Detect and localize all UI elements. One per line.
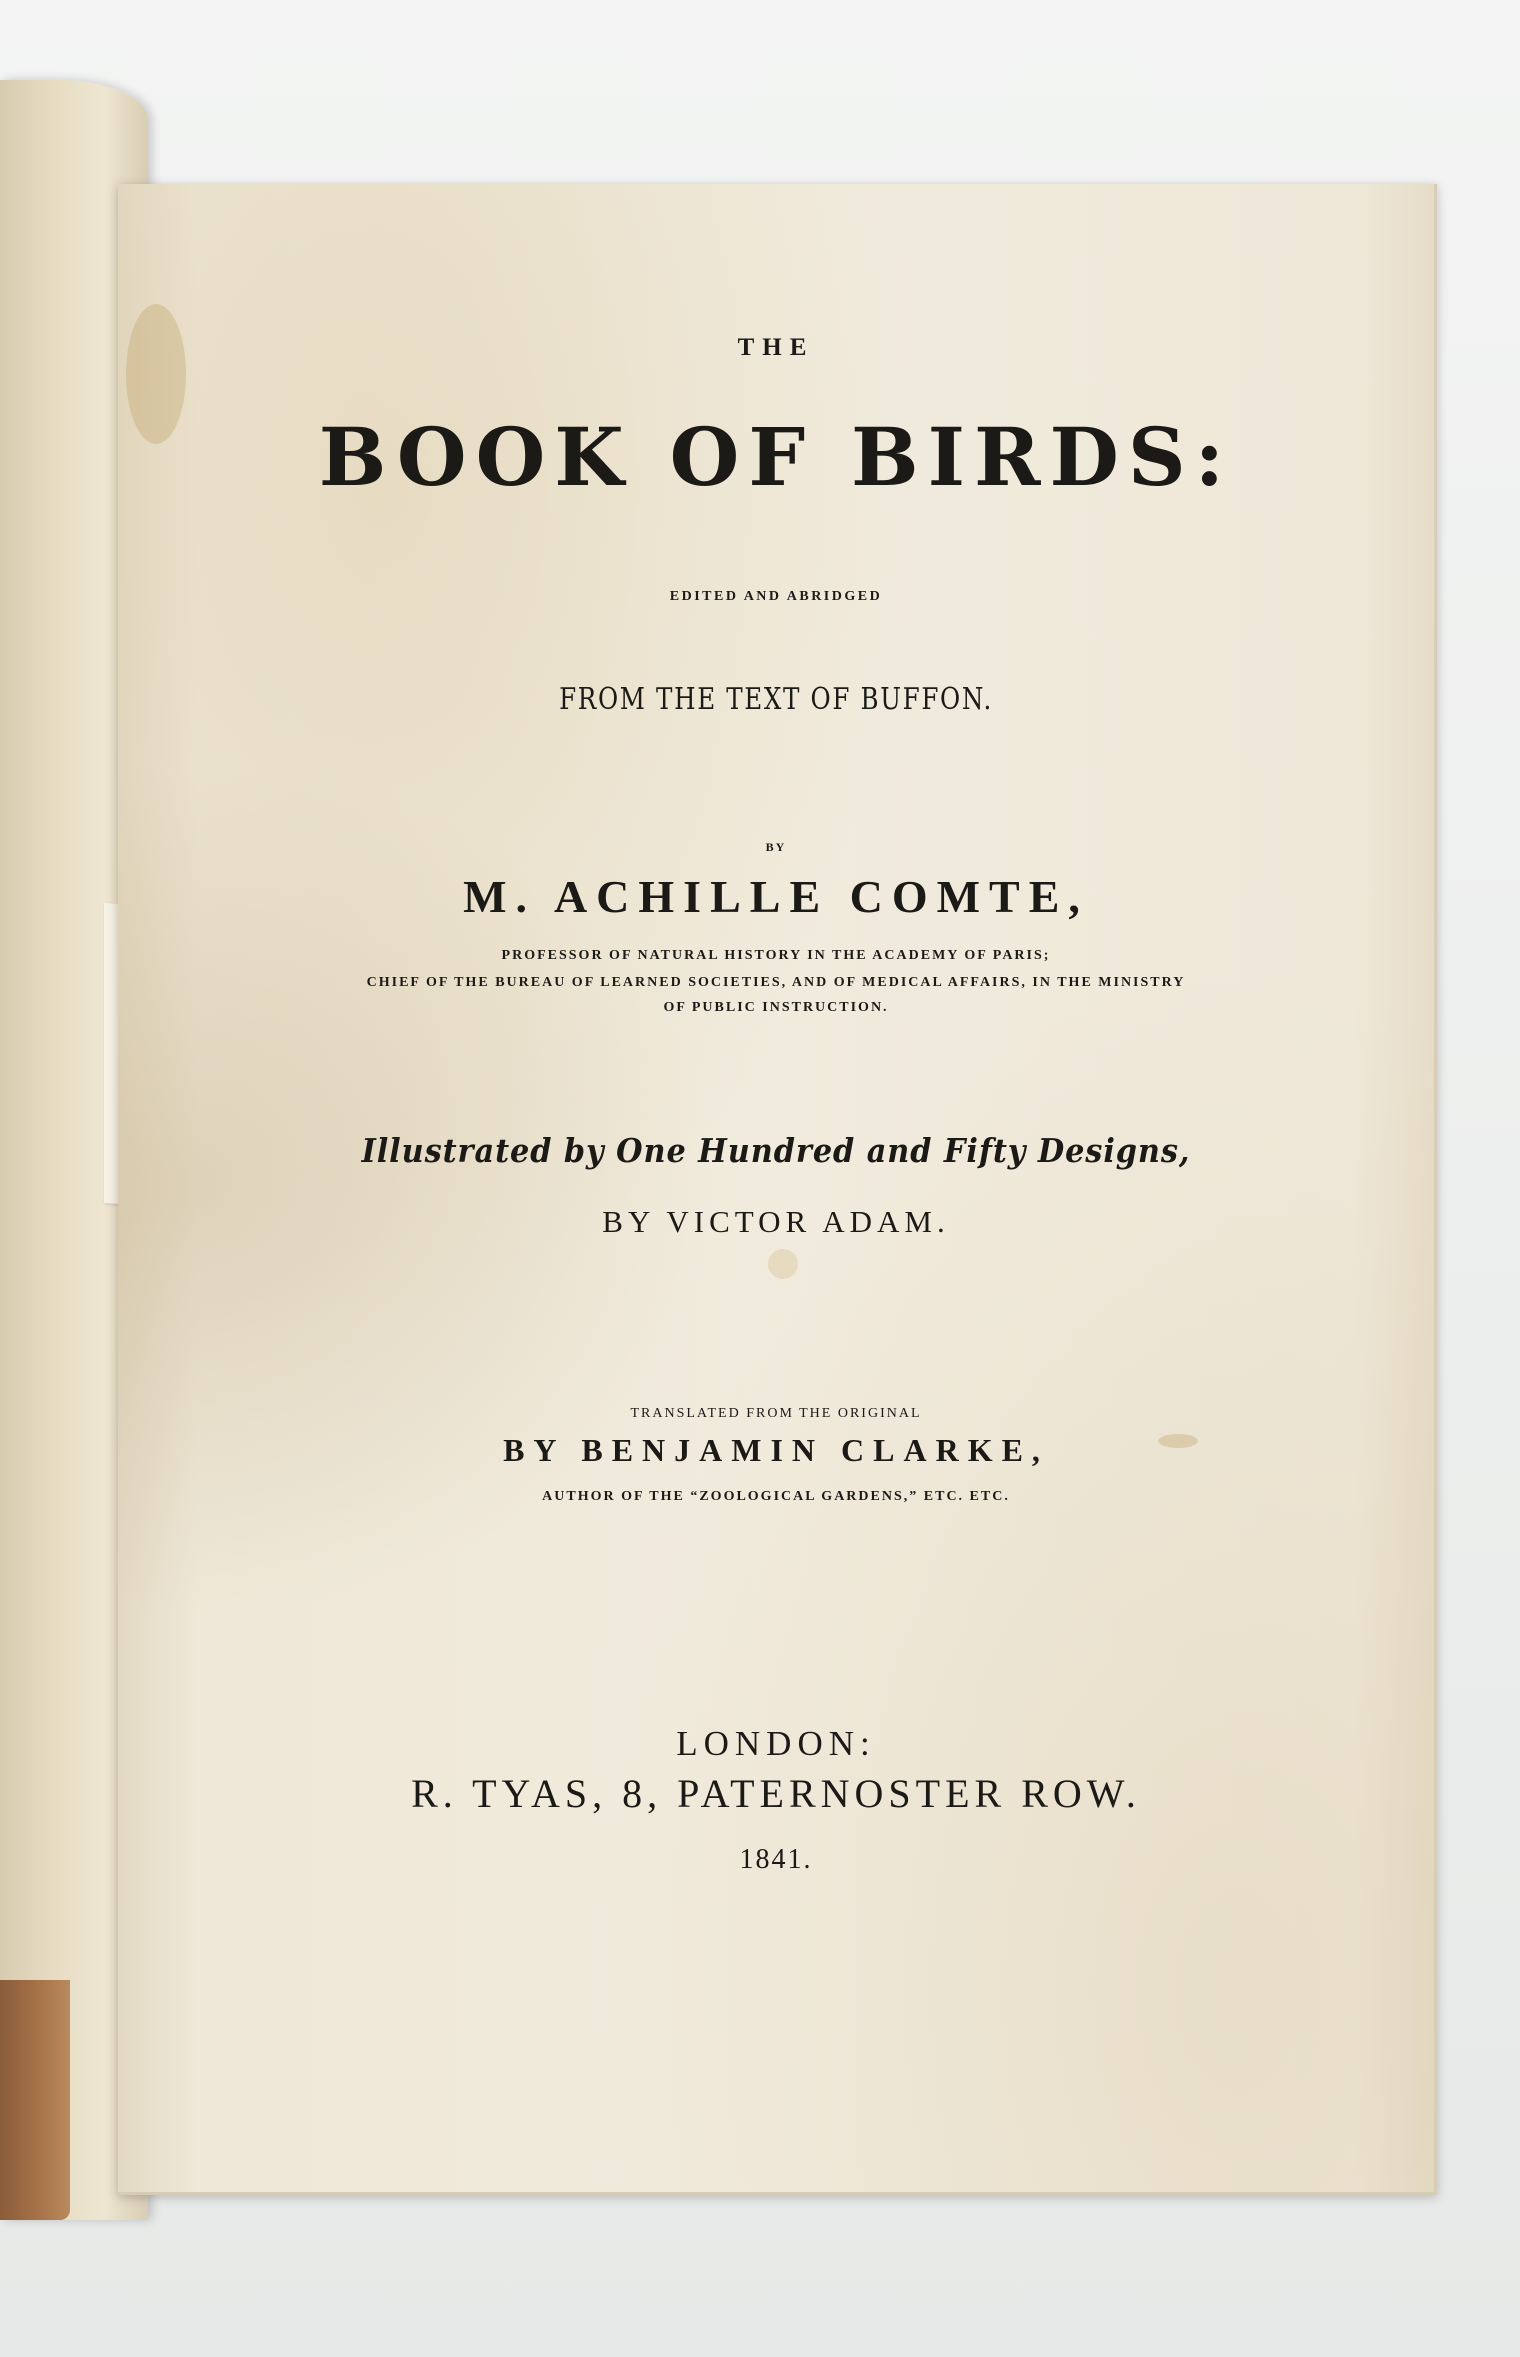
author-role-line: OF PUBLIC INSTRUCTION. xyxy=(663,1000,889,1015)
leather-cover-edge xyxy=(0,1980,70,2220)
book-title: BOOK OF BIRDS: xyxy=(318,410,1234,504)
author-role-line: PROFESSOR OF NATURAL HISTORY IN THE ACADEMY OF PARIS; xyxy=(501,948,1051,963)
imprint-publisher: R. TYAS, 8, PATERNOSTER ROW. xyxy=(411,1771,1141,1816)
translator-note: AUTHOR OF THE “ZOOLOGICAL GARDENS,” ETC. ETC. xyxy=(542,1489,1010,1504)
illustrations-line: Illustrated by One Hundred and Fifty Designs, xyxy=(361,1131,1191,1170)
edited-line: EDITED AND ABRIDGED xyxy=(669,589,883,604)
translated-line: TRANSLATED FROM THE ORIGINAL xyxy=(630,1406,922,1421)
illustrator-name: BY VICTOR ADAM. xyxy=(602,1204,950,1239)
by-label: BY xyxy=(765,840,787,854)
title-page xyxy=(118,184,1437,2195)
imprint-city: LONDON: xyxy=(676,1724,876,1763)
title-article: THE xyxy=(737,334,815,361)
source-line: FROM THE TEXT OF BUFFON. xyxy=(559,682,993,717)
translator-name: BY BENJAMIN CLARKE, xyxy=(503,1432,1049,1468)
title-page-text xyxy=(118,184,1434,2192)
author-role-line: CHIEF OF THE BUREAU OF LEARNED SOCIETIES, AND OF MEDICAL AFFAIRS, IN THE MINISTRY xyxy=(366,975,1186,990)
imprint-year: 1841. xyxy=(739,1844,813,1875)
author-name: M. ACHILLE COMTE, xyxy=(463,871,1089,922)
